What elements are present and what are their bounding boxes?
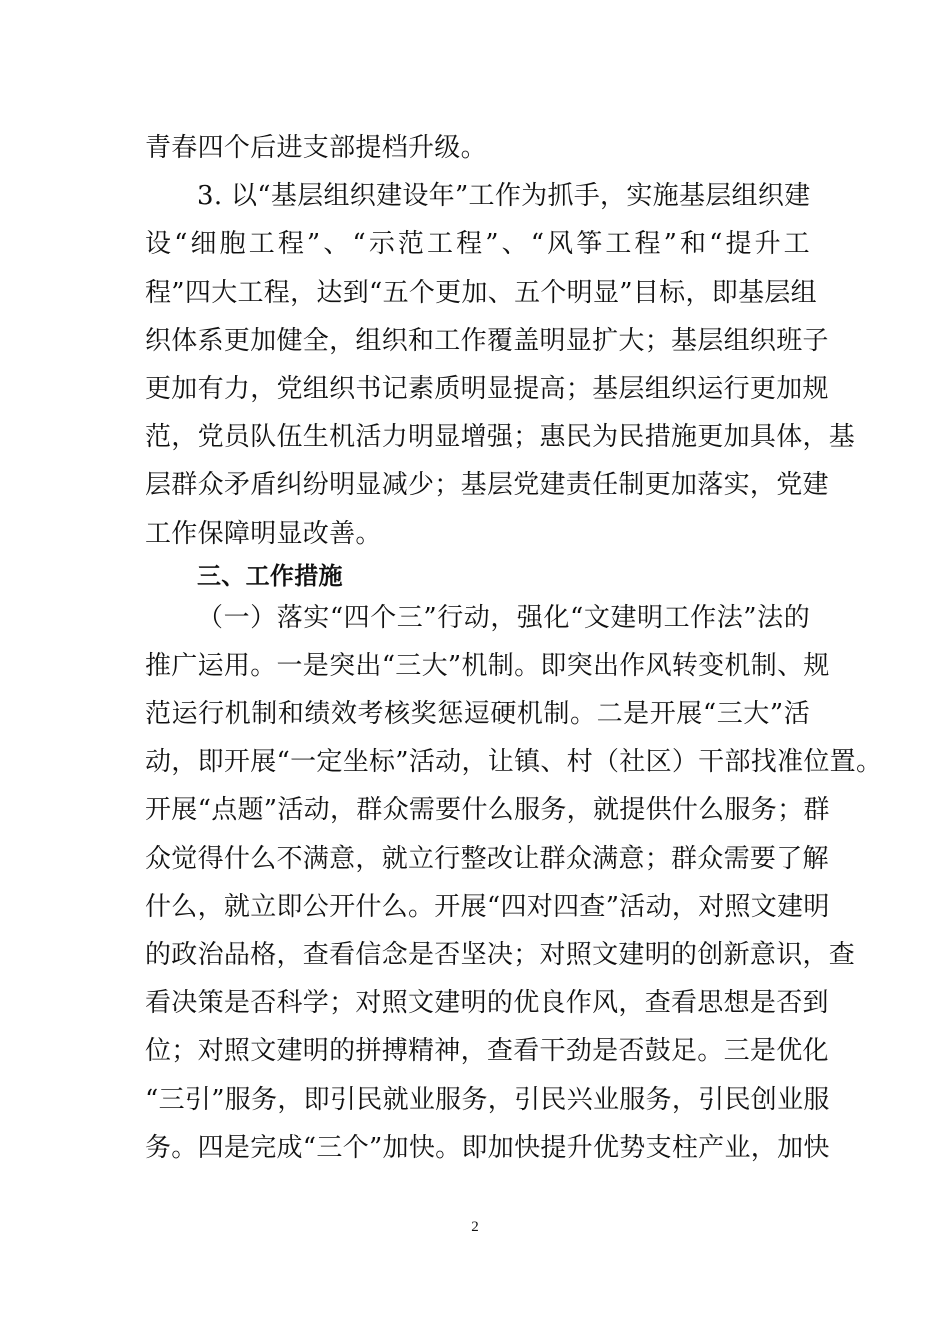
section-heading: 三、工作措施 bbox=[197, 561, 343, 590]
text-line: 青春四个后进支部提档升级。 bbox=[145, 133, 487, 163]
text-line: 范运行机制和绩效考核奖惩逗硬机制。二是开展“三大”活 bbox=[145, 699, 810, 730]
text-line: 3. 以“基层组织建设年”工作为抓手，实施基层组织建 bbox=[197, 181, 811, 212]
page-number: 2 bbox=[471, 1219, 479, 1235]
text-line: （一）落实“四个三”行动，强化“文建明工作法”法的 bbox=[197, 602, 810, 633]
text-line: 织体系更加健全，组织和工作覆盖明显扩大；基层组织班子 bbox=[145, 325, 829, 356]
text-line: 位；对照文建明的拼搏精神，查看干劲是否鼓足。三是优化 bbox=[145, 1036, 829, 1067]
text-line: 更加有力，党组织书记素质明显提高；基层组织运行更加规 bbox=[145, 373, 829, 404]
text-line: 程”四大工程，达到“五个更加、五个明显”目标，即基层组 bbox=[145, 277, 817, 308]
text-line: 众觉得什么不满意，就立行整改让群众满意；群众需要了解 bbox=[145, 843, 829, 874]
text-line: 推广运用。一是突出“三大”机制。即突出作风转变机制、规 bbox=[145, 650, 830, 681]
text-line: 看决策是否科学；对照文建明的优良作风，查看思想是否到 bbox=[145, 988, 829, 1019]
text-line: “三引”服务，即引民就业服务，引民兴业服务，引民创业服 bbox=[145, 1084, 830, 1115]
text-line: 范，党员队伍生机活力明显增强；惠民为民措施更加具体，基 bbox=[145, 422, 856, 453]
text-line: 动，即开展“一定坐标”活动，让镇、村（社区）干部找准位置。 bbox=[145, 747, 883, 778]
text-line: 设“细胞工程”、“示范工程”、“风筝工程”和“提升工 bbox=[145, 229, 810, 260]
text-line: 的政治品格，查看信念是否坚决；对照文建明的创新意识，查 bbox=[145, 940, 856, 970]
text-line: 开展“点题”活动，群众需要什么服务，就提供什么服务；群 bbox=[145, 795, 830, 826]
text-line: 什么，就立即公开什么。开展“四对四查”活动，对照文建明 bbox=[145, 891, 830, 922]
text-line: 层群众矛盾纠纷明显减少；基层党建责任制更加落实，党建 bbox=[145, 470, 829, 501]
text-line: 工作保障明显改善。 bbox=[145, 518, 382, 549]
body-text bbox=[145, 124, 883, 1172]
text-line: 务。四是完成“三个”加快。即加快提升优势支柱产业，加快 bbox=[145, 1132, 830, 1163]
